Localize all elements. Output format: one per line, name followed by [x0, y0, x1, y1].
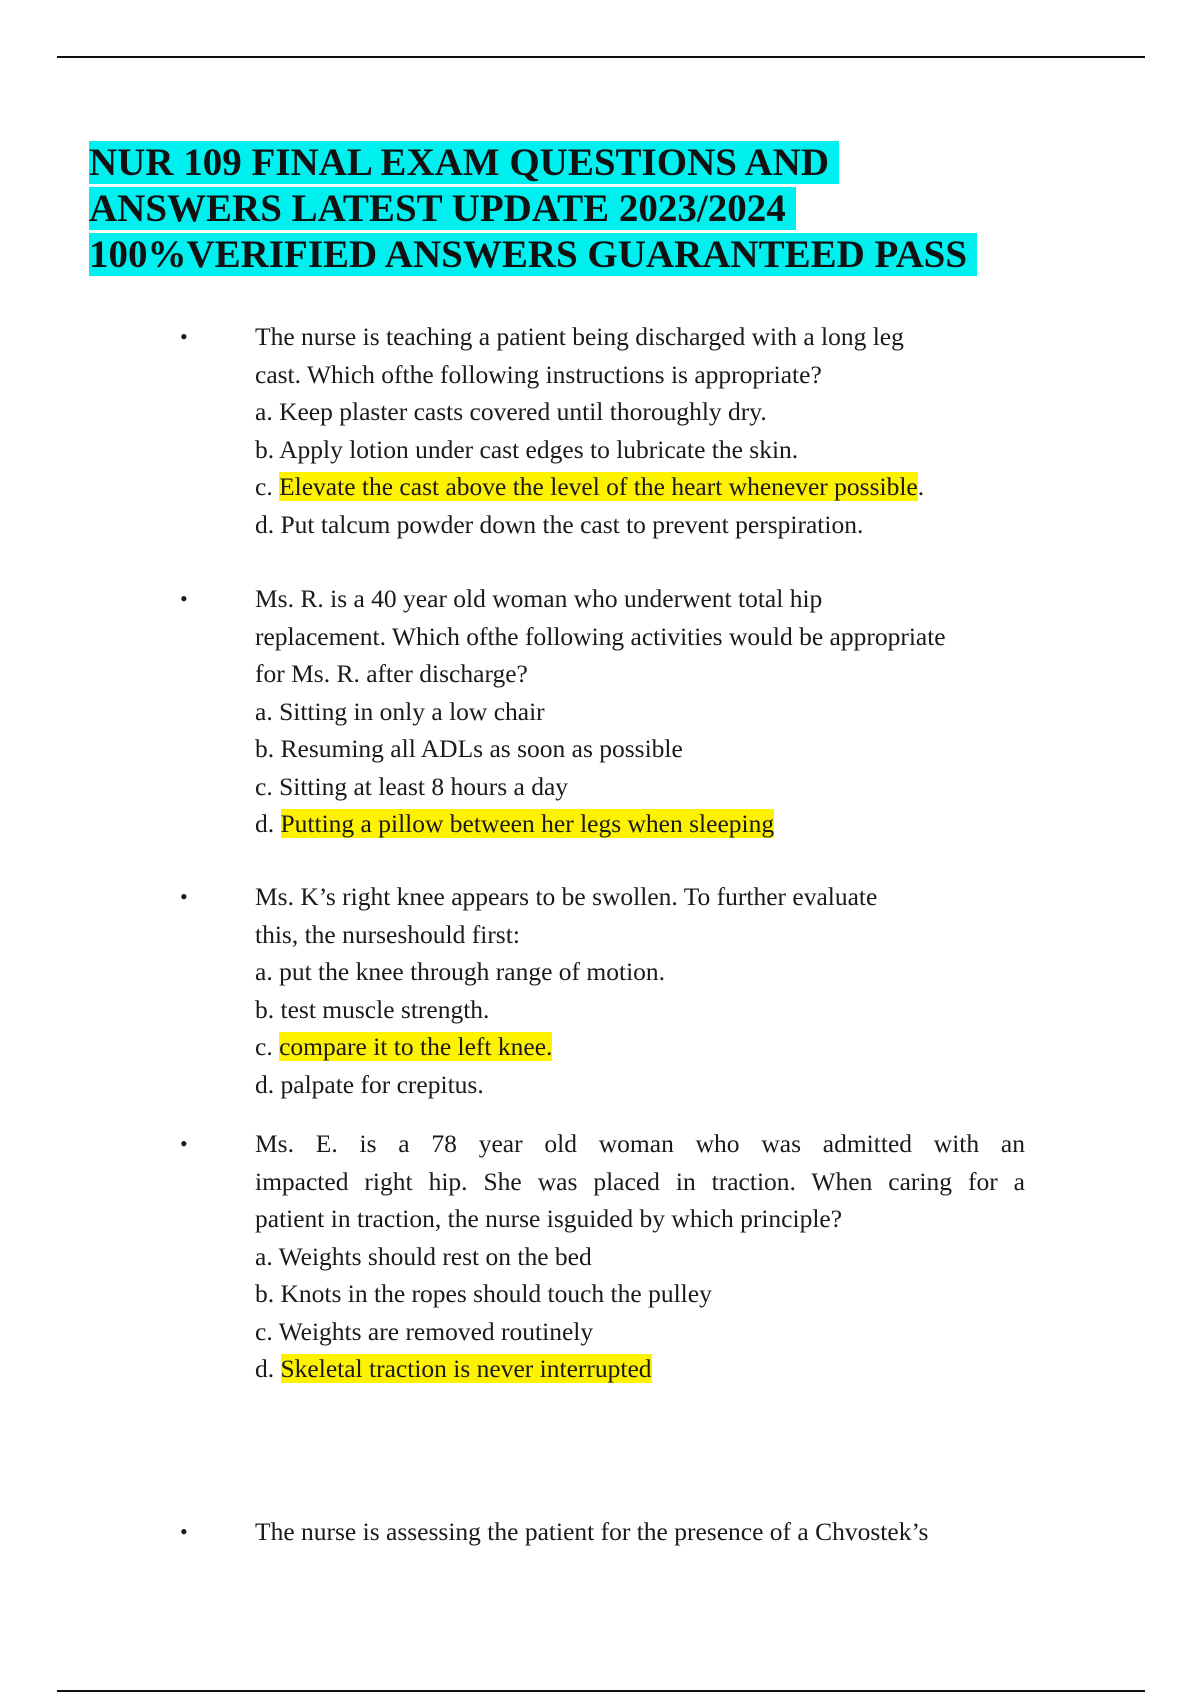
option-letter: a.	[255, 696, 273, 726]
option-letter: c.	[255, 1032, 273, 1061]
stem-line: for Ms. R. after discharge?	[255, 659, 528, 688]
option-letter: b.	[255, 434, 275, 464]
stem-line: Ms. R. is a 40 year old woman who underwent total hip	[255, 584, 823, 613]
option-a	[255, 1238, 1025, 1276]
option-text: test muscle strength.	[280, 994, 490, 1024]
option-text: Keep plaster casts covered until thoroughly dry.	[279, 397, 767, 426]
option-text: Weights should rest on the bed	[278, 1241, 592, 1271]
option-text: Resuming all ADLs as soon as possible	[280, 734, 683, 763]
option-letter: a.	[255, 957, 273, 986]
option-text: Put talcum powder down the cast to prevent perspiration.	[280, 509, 864, 539]
option-letter: c.	[255, 1316, 273, 1346]
stem-line: The nurse is teaching a patient being discharged with a long leg	[255, 322, 904, 351]
question-stem	[255, 318, 1025, 393]
option-text: Apply lotion under cast edges to lubricate the skin.	[279, 434, 799, 464]
option-letter: d.	[255, 1069, 275, 1099]
stem-line: impacted right hip. She was placed in traction. When caring for a	[255, 1166, 1025, 1196]
option-letter: d.	[255, 1354, 275, 1383]
stem-line: this, the nurseshould first:	[255, 919, 520, 949]
option-letter: a.	[255, 1241, 273, 1271]
bullet-icon: •	[180, 1519, 188, 1544]
option-text: Weights are removed routinely	[278, 1316, 594, 1346]
option-d	[255, 1066, 1025, 1104]
stem-line: Ms. K’s right knee appears to be swollen. To further evaluate	[255, 882, 878, 911]
highlighted-answer: Skeletal traction is never interrupted	[280, 1354, 652, 1383]
bottom-rule	[57, 1690, 1145, 1692]
document-title	[89, 140, 1049, 278]
option-letter: c.	[255, 771, 273, 801]
option-letter: a.	[255, 397, 273, 426]
option-suffix: .	[917, 472, 925, 501]
bullet-icon: •	[180, 1131, 188, 1156]
option-a	[255, 693, 1025, 731]
option-text: Sitting at least 8 hours a day	[279, 771, 569, 801]
option-d	[255, 506, 1025, 544]
top-rule	[57, 56, 1145, 58]
option-b	[255, 431, 1025, 469]
option-text: Knots in the ropes should touch the pulley	[280, 1279, 712, 1308]
option-c	[255, 468, 1025, 506]
bullet-icon: •	[180, 586, 188, 611]
stem-line: replacement. Which ofthe following activities would be appropriate	[255, 621, 946, 651]
option-letter: c.	[255, 472, 273, 501]
option-letter: b.	[255, 994, 275, 1024]
stem-line: patient in traction, the nurse isguided by which principle?	[255, 1204, 843, 1233]
stem-line: cast. Which ofthe following instructions is appropriate?	[255, 359, 822, 389]
highlighted-answer: Elevate the cast above the level of the heart whenever possible	[279, 472, 918, 501]
option-c	[255, 768, 1025, 806]
question-stem	[255, 1125, 1025, 1238]
option-letter: b.	[255, 1279, 275, 1308]
option-c	[255, 1028, 1025, 1066]
option-text: put the knee through range of motion.	[279, 957, 666, 986]
option-text: Sitting in only a low chair	[279, 696, 545, 726]
highlighted-answer: Putting a pillow between her legs when sleeping	[280, 809, 775, 838]
option-b	[255, 1275, 1025, 1313]
option-letter: d.	[255, 509, 275, 539]
highlighted-answer: compare it to the left knee.	[279, 1032, 553, 1061]
option-letter: b.	[255, 734, 275, 763]
bullet-icon: •	[180, 884, 188, 909]
option-b	[255, 991, 1025, 1029]
option-a	[255, 393, 1025, 431]
title-line-1: NUR 109 FINAL EXAM QUESTIONS AND	[89, 141, 839, 184]
option-d	[255, 805, 1025, 843]
option-letter: d.	[255, 809, 275, 838]
option-b	[255, 730, 1025, 768]
bullet-icon: •	[180, 324, 188, 349]
title-line-3: 100%VERIFIED ANSWERS GUARANTEED PASS	[89, 233, 977, 276]
question-stem	[255, 580, 1025, 693]
option-a	[255, 953, 1025, 991]
stem-line: Ms. E. is a 78 year old woman who was admitted with an	[255, 1129, 1025, 1158]
option-c	[255, 1313, 1025, 1351]
stem-line: The nurse is assessing the patient for the presence of a Chvostek’s	[255, 1517, 929, 1546]
option-d	[255, 1350, 1025, 1388]
title-line-2: ANSWERS LATEST UPDATE 2023/2024	[89, 187, 796, 230]
question-stem	[255, 1513, 1025, 1551]
question-stem	[255, 878, 1025, 953]
option-text: palpate for crepitus.	[280, 1069, 484, 1099]
